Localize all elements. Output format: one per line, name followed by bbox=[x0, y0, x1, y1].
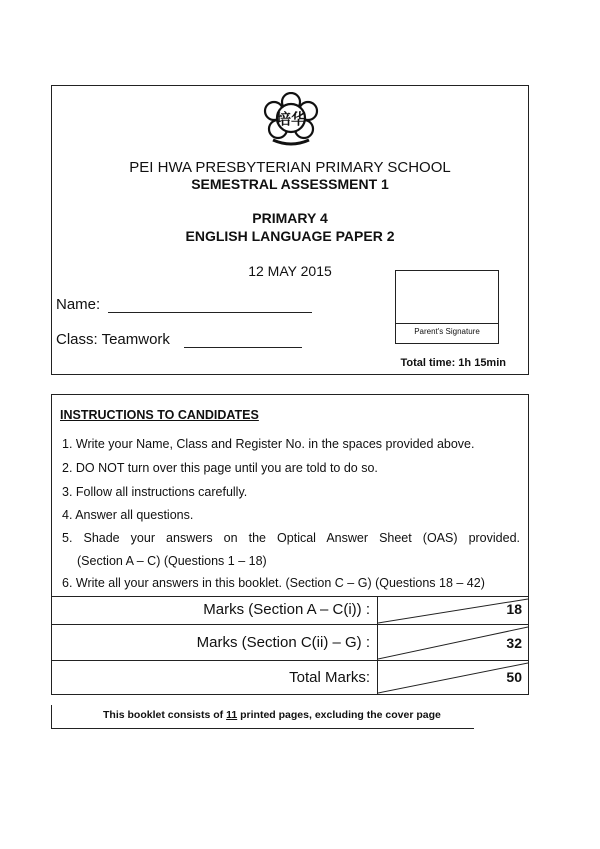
paper-title: ENGLISH LANGUAGE PAPER 2 bbox=[185, 228, 395, 244]
marks-value: 18 bbox=[506, 601, 522, 617]
footer-prefix: This booklet consists of bbox=[103, 709, 227, 721]
header-box bbox=[51, 85, 529, 375]
marks-cell[interactable] bbox=[377, 661, 528, 694]
signature-label: Parent's Signature bbox=[414, 327, 480, 336]
footer-box bbox=[51, 705, 474, 729]
instructions-title: INSTRUCTIONS TO CANDIDATES bbox=[60, 408, 259, 422]
signature-box[interactable] bbox=[395, 270, 499, 344]
marks-label: Marks (Section C(ii) – G) : bbox=[196, 634, 370, 651]
marks-cell[interactable] bbox=[377, 625, 528, 660]
marks-row-total bbox=[52, 660, 528, 694]
class-field bbox=[56, 331, 302, 348]
instruction-item: 2. DO NOT turn over this page until you are told to do so. bbox=[62, 461, 378, 475]
instruction-item: 6. Write all your answers in this booklet. (Section C – G) (Questions 18 – 42) bbox=[62, 576, 485, 590]
exam-date: 12 MAY 2015 bbox=[248, 263, 332, 279]
footer-suffix: printed pages, excluding the cover page bbox=[237, 709, 441, 721]
assessment-title: SEMESTRAL ASSESSMENT 1 bbox=[191, 176, 389, 192]
marks-row-1 bbox=[52, 596, 528, 624]
name-blank[interactable] bbox=[108, 298, 312, 313]
instruction-item: (Section A – C) (Questions 1 – 18) bbox=[77, 554, 267, 568]
svg-text:培华: 培华 bbox=[275, 110, 307, 128]
school-logo-icon bbox=[261, 92, 321, 146]
name-field bbox=[56, 296, 312, 313]
instruction-item: 1. Write your Name, Class and Register No. in the spaces provided above. bbox=[62, 437, 475, 451]
instructions-box bbox=[51, 394, 529, 695]
footer-note bbox=[103, 709, 441, 721]
instruction-item: 4. Answer all questions. bbox=[62, 508, 194, 522]
level-title: PRIMARY 4 bbox=[252, 210, 328, 226]
marks-row-2 bbox=[52, 624, 528, 660]
marks-label: Marks (Section A – C(i)) : bbox=[203, 601, 370, 618]
instruction-item: 3. Follow all instructions carefully. bbox=[62, 485, 248, 499]
total-marks-label: Total Marks: bbox=[289, 669, 370, 686]
class-blank[interactable] bbox=[184, 333, 302, 348]
name-label: Name: bbox=[56, 296, 101, 313]
marks-value: 32 bbox=[506, 635, 522, 651]
total-marks-value: 50 bbox=[506, 669, 522, 685]
signature-divider bbox=[396, 323, 498, 324]
page-count: 11 bbox=[226, 709, 238, 721]
instruction-item: 5. Shade your answers on the Optical Answer Sheet (OAS) provided. bbox=[62, 531, 520, 545]
total-time: Total time: 1h 15min bbox=[400, 357, 506, 369]
marks-cell[interactable] bbox=[377, 597, 528, 624]
school-name: PEI HWA PRESBYTERIAN PRIMARY SCHOOL bbox=[129, 159, 451, 176]
class-label: Class: Teamwork bbox=[56, 331, 170, 348]
